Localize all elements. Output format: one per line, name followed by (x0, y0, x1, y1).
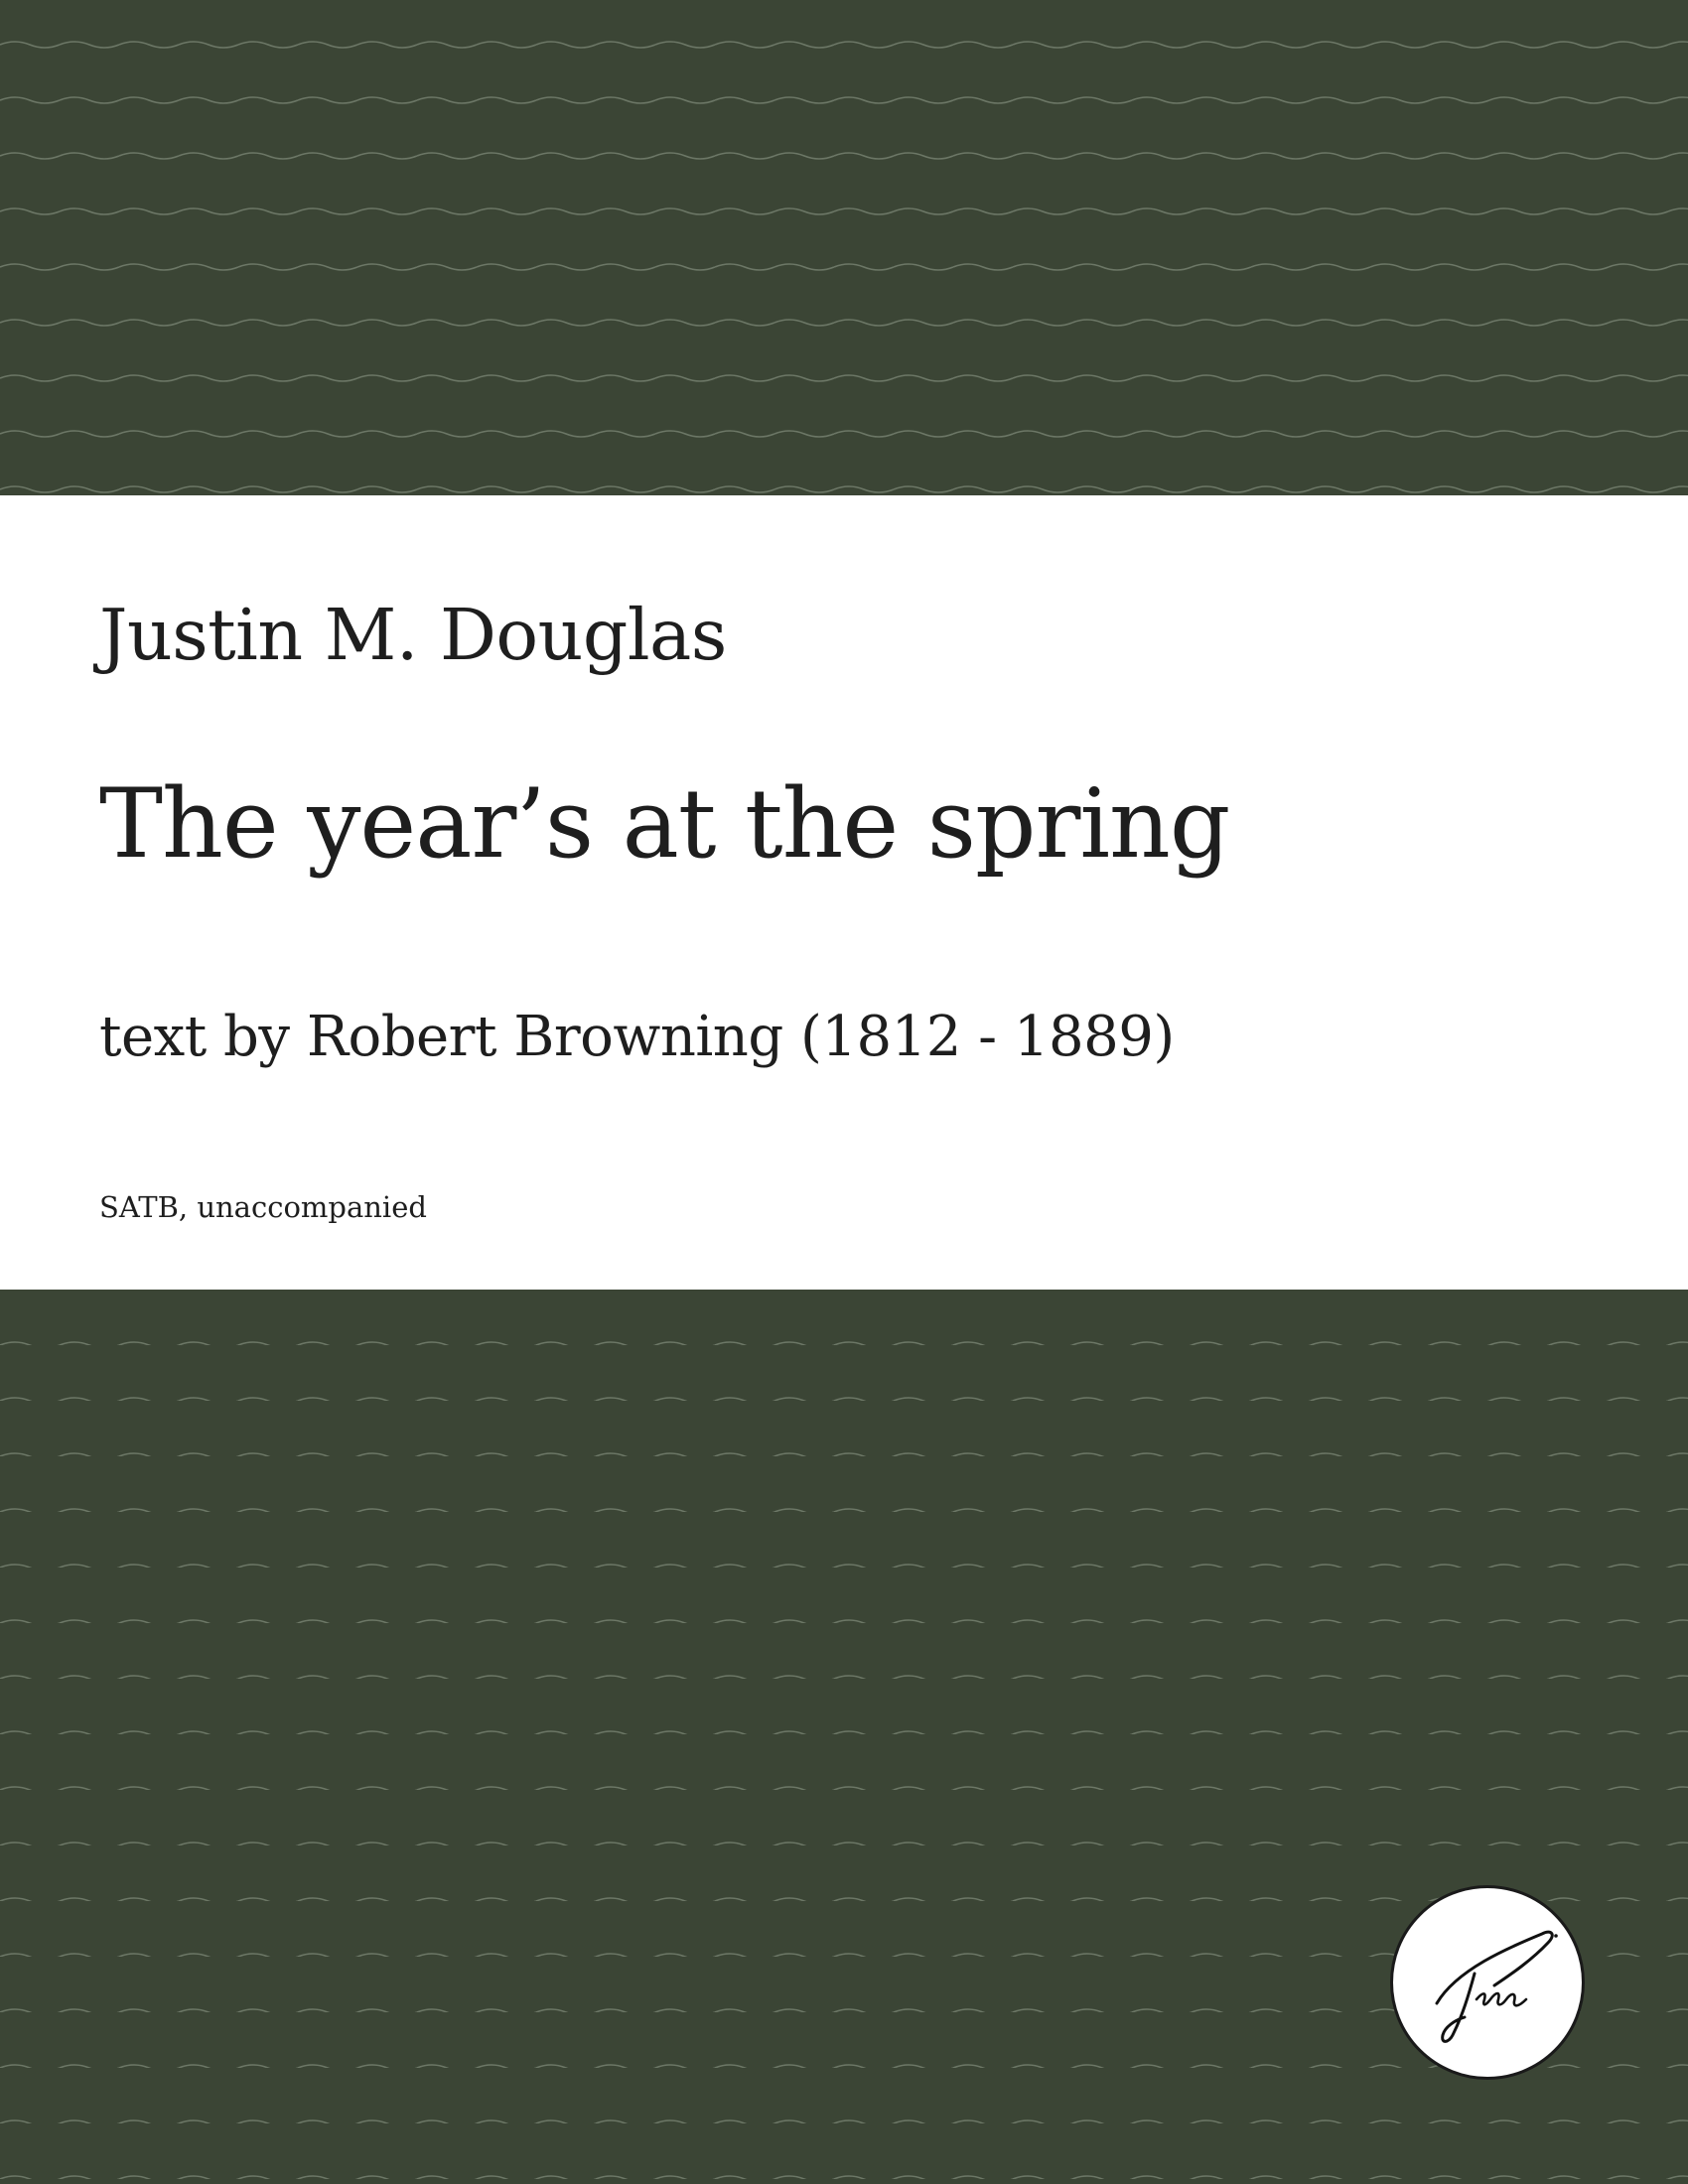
top-pattern-band (0, 0, 1688, 495)
wave-pattern (0, 0, 1688, 495)
piece-title: The year’s at the spring (99, 768, 1230, 880)
composer-name: Justin M. Douglas (99, 594, 727, 676)
signature-logo (1390, 1885, 1585, 2080)
signature-monogram-icon (1393, 1888, 1588, 2083)
text-credit: text by Robert Browning (1812 - 1889) (99, 1005, 1175, 1069)
scoring-note: SATB, unaccompanied (99, 1190, 427, 1224)
